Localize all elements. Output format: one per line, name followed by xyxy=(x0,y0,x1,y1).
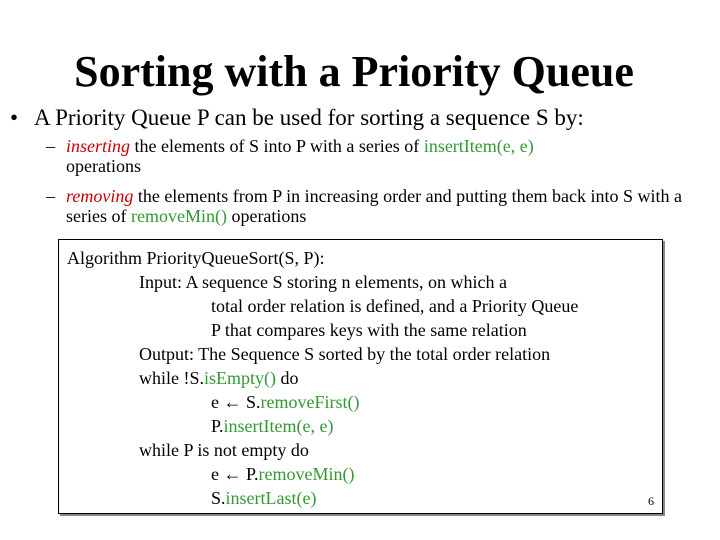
sub-text-part: operations xyxy=(226,206,307,226)
code-token: isEmpty() xyxy=(204,368,276,388)
emphasis-inserting: inserting xyxy=(66,136,131,156)
algorithm-line: e ← P.removeMin() xyxy=(211,464,355,484)
dash-marker: – xyxy=(46,136,55,156)
code-token: insertItem(e, e) xyxy=(223,416,334,436)
algorithm-line: Algorithm PriorityQueueSort(S, P): xyxy=(67,248,325,268)
algorithm-line: while P is not empty do xyxy=(139,440,309,460)
sub-bullet-text xyxy=(66,136,686,176)
sub-text-part: the elements from P in increasing order and putting them back into S with a series of xyxy=(66,186,683,226)
sub-bullet-text xyxy=(66,186,686,226)
algorithm-line: S.insertLast(e) xyxy=(211,488,317,508)
main-bullet xyxy=(10,104,710,132)
code-insertitem: insertItem(e, e) xyxy=(423,136,534,156)
algorithm-line: P.insertItem(e, e) xyxy=(211,416,334,436)
code-token: insertLast(e) xyxy=(225,488,317,508)
slide-title: Sorting with a Priority Queue xyxy=(74,47,634,96)
sub-bullet-inserting xyxy=(46,136,686,178)
code-token: removeFirst() xyxy=(260,392,360,412)
algorithm-line: P that compares keys with the same relation xyxy=(211,320,527,340)
dash-marker: – xyxy=(46,186,55,206)
algorithm-box xyxy=(58,239,663,514)
page-number: 6 xyxy=(648,494,654,508)
algorithm-line: e ← S.removeFirst() xyxy=(211,392,360,412)
sub-bullet-removing xyxy=(46,186,686,228)
code-removemin: removeMin() xyxy=(130,206,227,226)
bullet-marker: • xyxy=(10,105,19,130)
algorithm-line: Input: A sequence S storing n elements, on which a xyxy=(139,272,507,292)
code-token: removeMin() xyxy=(258,464,355,484)
algorithm-line: Output: The Sequence S sorted by the total order relation xyxy=(139,344,551,364)
emphasis-removing: removing xyxy=(66,186,134,206)
algorithm-line: while !S.isEmpty() do xyxy=(139,368,299,388)
sub-text-part: operations xyxy=(66,156,141,176)
bullet-text: A Priority Queue P can be used for sorting a sequence S by: xyxy=(34,105,584,130)
sub-text-part: the elements of S into P with a series of xyxy=(130,136,424,156)
algorithm-line: total order relation is defined, and a Priority Queue xyxy=(211,296,579,316)
